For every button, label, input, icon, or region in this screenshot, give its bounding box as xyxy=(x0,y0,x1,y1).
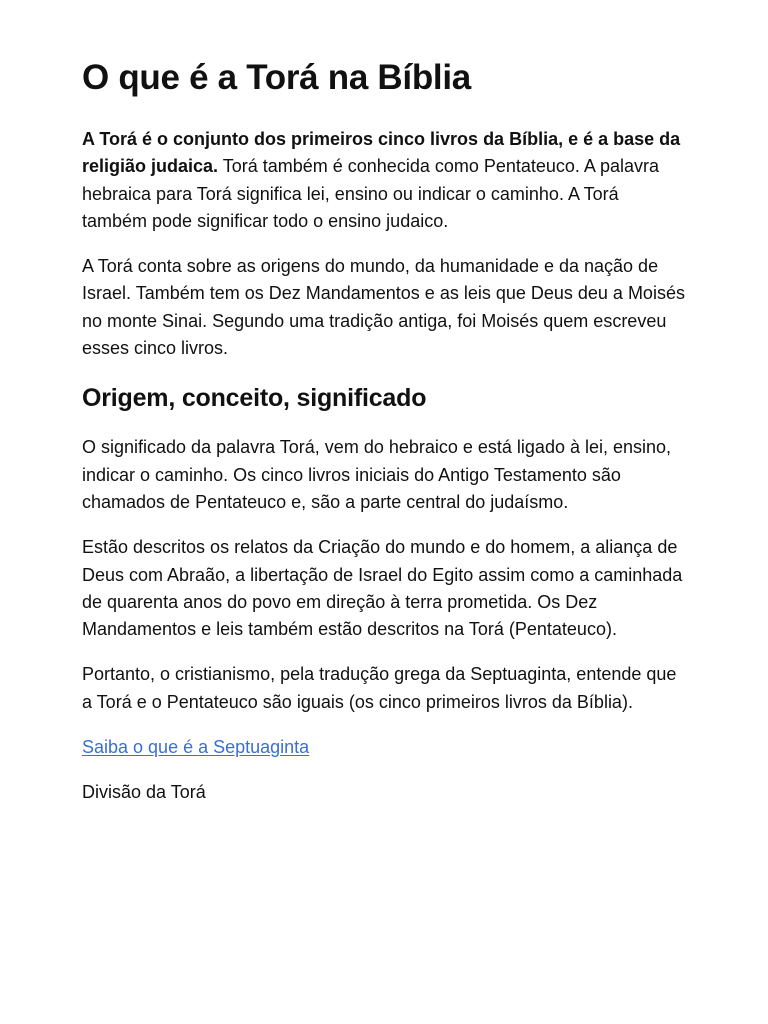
paragraph-contents: Estão descritos os relatos da Criação do mundo e do homem, a aliança de Deus com Abraão, a libertação de Israel do Egito assim como a caminhada de quarenta anos do povo em direção à terra prometida. Os Dez Mandamentos e leis também estão descritos na Torá (Pentateuco). xyxy=(82,537,683,640)
septuaginta-link[interactable]: Saiba o que é a Septuaginta xyxy=(82,737,310,758)
page-title: O que é a Torá na Bíblia xyxy=(82,58,471,97)
intro-rest-text: Torá também é conhecida como Pentateuco. A palavra hebraica para Torá significa lei, ensino ou indicar o caminho. A Torá também pode significar todo o ensino judaico. xyxy=(82,156,659,231)
link-paragraph xyxy=(82,734,686,761)
paragraph-meaning: O significado da palavra Torá, vem do hebraico e está ligado à lei, ensino, indicar o caminho. Os cinco livros iniciais do Antigo Testamento são chamados de Pentateuco e, são a parte central do judaísmo. xyxy=(82,437,672,512)
intro-paragraph xyxy=(82,126,686,235)
closing-text: Divisão da Torá xyxy=(82,782,206,803)
paragraph-christianity: Portanto, o cristianismo, pela tradução grega da Septuaginta, entende que a Torá e o Pentateuco são iguais (os cinco primeiros livros da Bíblia). xyxy=(82,664,677,712)
section-heading: Origem, conceito, significado xyxy=(82,384,427,413)
paragraph-origins: A Torá conta sobre as origens do mundo, da humanidade e da nação de Israel. Também tem os Dez Mandamentos e as leis que Deus deu a Moisés no monte Sinai. Segundo uma tradição antiga, foi Moisés quem escreveu esses cinco livros. xyxy=(82,256,685,359)
intro-bold-text: A Torá é o conjunto dos primeiros cinco livros da Bíblia, e é a base da religião judaica. xyxy=(82,129,681,177)
